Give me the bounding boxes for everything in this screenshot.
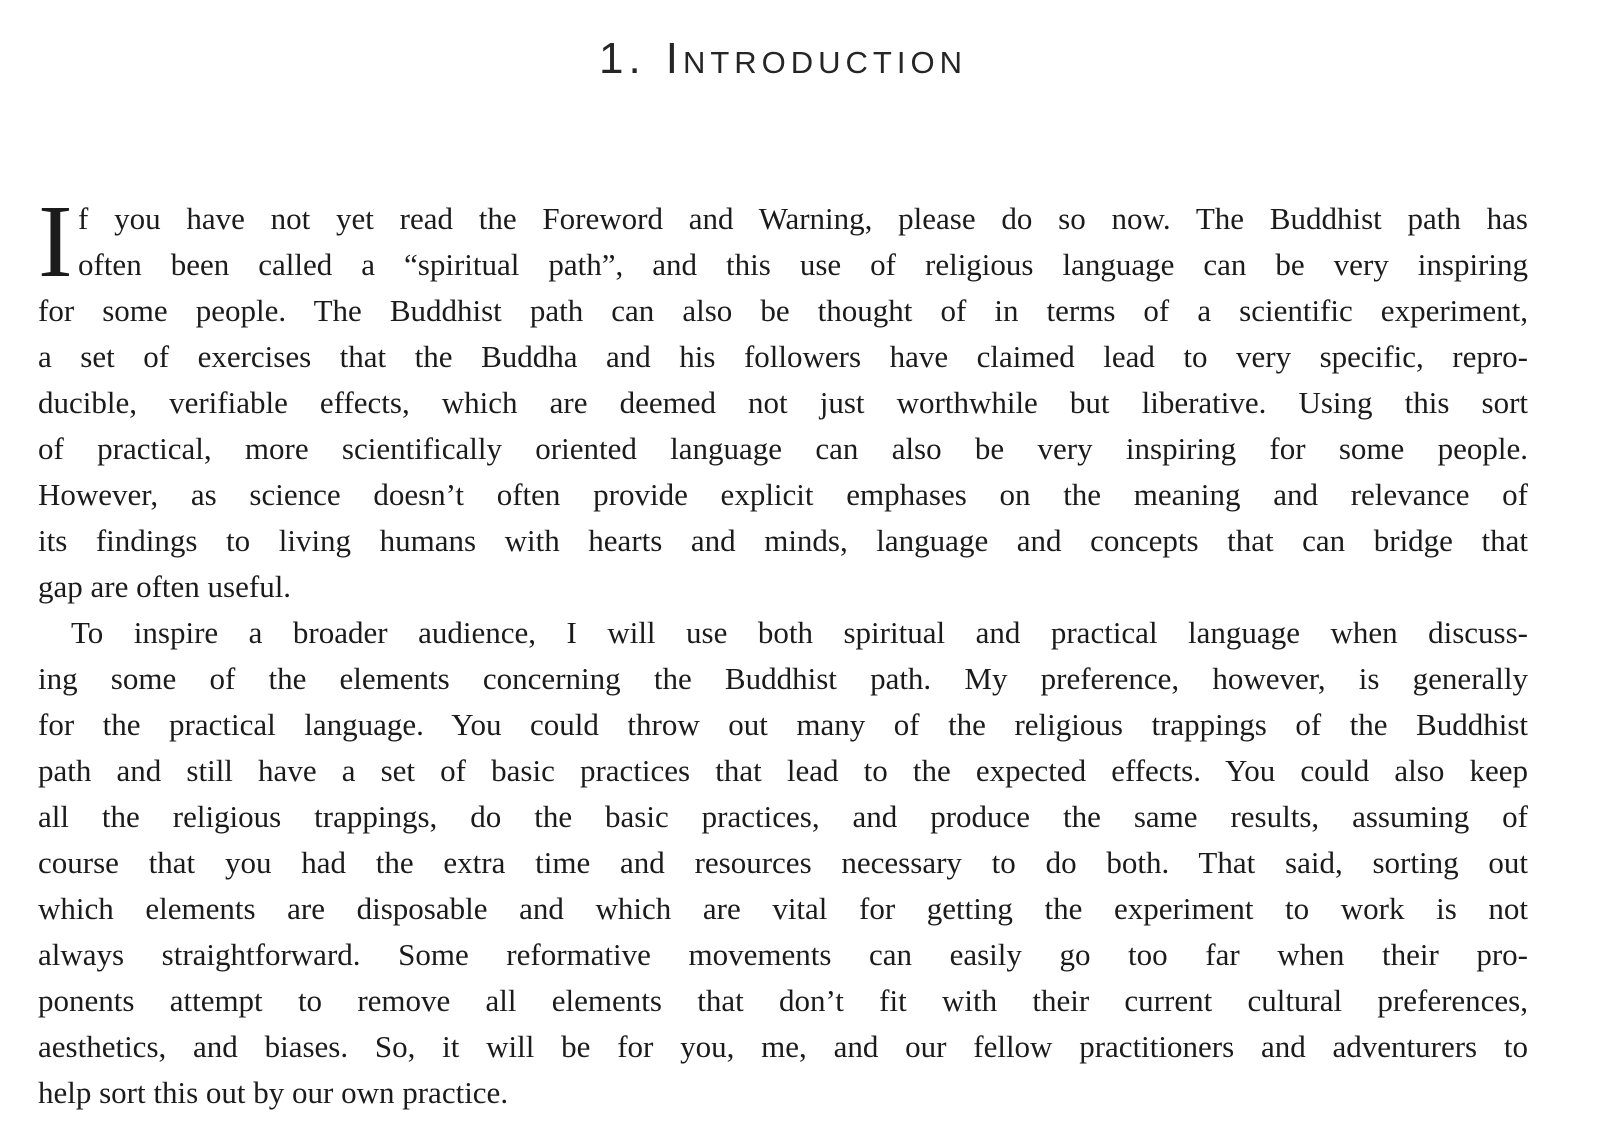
text-line: for some people. The Buddhist path can also be thought of in terms of a scientific experiment, <box>38 293 1528 328</box>
text-line: ducible, verifiable effects, which are deemed not just worthwhile but liberative. Using this sort <box>38 385 1528 420</box>
text-line: course that you had the extra time and resources necessary to do both. That said, sorting out <box>38 845 1528 880</box>
text-line: which elements are disposable and which are vital for getting the experiment to work is not <box>38 891 1528 926</box>
text-line: ing some of the elements concerning the Buddhist path. My preference, however, is generally <box>38 661 1528 696</box>
text-line: help sort this out by our own practice. <box>38 1075 509 1110</box>
drop-cap: I <box>38 184 73 299</box>
text-line: To inspire a broader audience, I will use both spiritual and practical language when discuss- <box>71 615 1528 650</box>
body-text <box>38 184 1528 1116</box>
chapter-title: Introduction <box>665 34 967 83</box>
text-line: of practical, more scientifically oriented language can also be very inspiring for some people. <box>38 431 1528 466</box>
text-line: However, as science doesn’t often provide explicit emphases on the meaning and relevance of <box>38 477 1528 512</box>
text-line: often been called a “spiritual path”, and this use of religious language can be very inspiring <box>78 247 1528 282</box>
chapter-number: 1. <box>599 34 646 83</box>
text-line: for the practical language. You could throw out many of the religious trappings of the Buddhist <box>38 707 1528 742</box>
text-line: a set of exercises that the Buddha and his followers have claimed lead to very specific, repro- <box>38 339 1528 374</box>
chapter-heading <box>38 34 1528 84</box>
text-line: f you have not yet read the Foreword and Warning, please do so now. The Buddhist path has <box>78 201 1528 236</box>
text-line: its findings to living humans with hearts and minds, language and concepts that can bridge that <box>38 523 1528 558</box>
text-line: ponents attempt to remove all elements that don’t fit with their current cultural preferences, <box>38 983 1528 1018</box>
text-line: all the religious trappings, do the basic practices, and produce the same results, assuming of <box>38 799 1528 834</box>
text-line: gap are often useful. <box>38 569 292 604</box>
text-line: path and still have a set of basic practices that lead to the expected effects. You could also keep <box>38 753 1528 788</box>
text-line: aesthetics, and biases. So, it will be for you, me, and our fellow practitioners and adventurers to <box>38 1029 1528 1064</box>
text-line: always straightforward. Some reformative movements can easily go too far when their pro- <box>38 937 1528 972</box>
